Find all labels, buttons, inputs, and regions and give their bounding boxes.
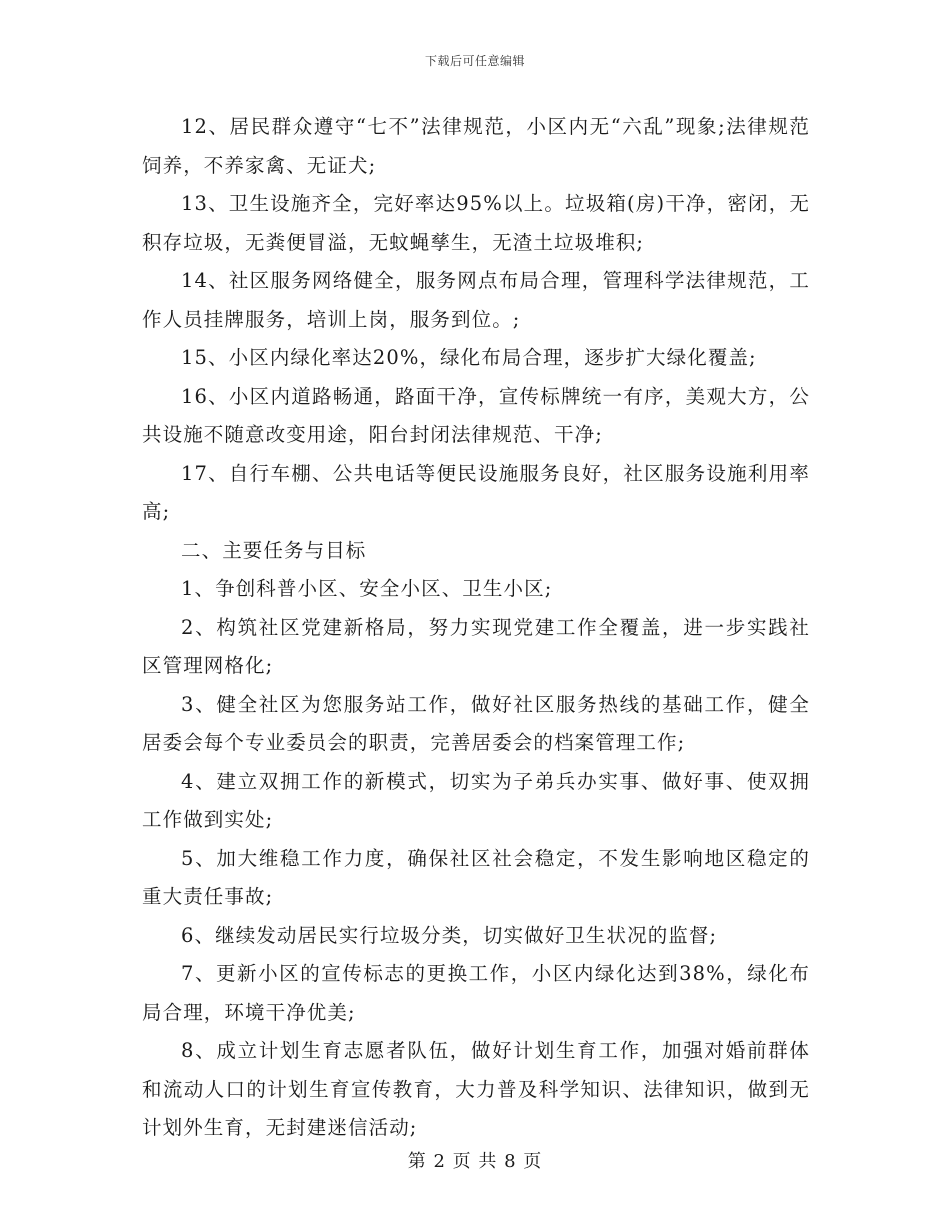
- paragraph-item-16: 16、小区内道路畅通，路面干净，宣传标牌统一有序，美观大方，公共设施不随意改变用途，阳台封闭法律规范、干净;: [142, 384, 810, 446]
- paragraph-item-17: 17、自行车棚、公共电话等便民设施服务良好，社区服务设施利用率高;: [142, 461, 810, 523]
- paragraph-item-15: 15、小区内绿化率达20%，绿化布局合理，逐步扩大绿化覆盖;: [181, 346, 757, 369]
- page-header: 下载后可任意编辑: [424, 54, 525, 68]
- paragraph-item-14: 14、社区服务网络健全，服务网点布局合理，管理科学法律规范，工作人员挂牌服务，培训上岗，服务到位。;: [142, 269, 810, 331]
- task-item-4: 4、建立双拥工作的新模式，切实为子弟兵办实事、做好事、使双拥工作做到实处;: [142, 769, 810, 831]
- paragraph-item-12: 12、居民群众遵守“七不”法律规范，小区内无“六乱”现象;法律规范饲养，不养家禽、无证犬;: [142, 115, 810, 177]
- task-item-3: 3、健全社区为您服务站工作，做好社区服务热线的基础工作，健全居委会每个专业委员会的职责，完善居委会的档案管理工作;: [142, 692, 810, 754]
- paragraph-item-13: 13、卫生设施齐全，完好率达95%以上。垃圾箱(房)干净，密闭，无积存垃圾，无粪便冒溢，无蚊蝇孳生，无渣土垃圾堆积;: [142, 192, 810, 254]
- page-number-footer: [0, 1147, 950, 1173]
- task-item-8: 8、成立计划生育志愿者队伍，做好计划生育工作，加强对婚前群体和流动人口的计划生育宣传教育，大力普及科学知识、法律知识，做到无计划外生育，无封建迷信活动;: [142, 1039, 810, 1139]
- section-heading: 二、主要任务与目标: [181, 538, 367, 562]
- document-body: [142, 108, 810, 1148]
- page-number-text: 第 2 页 共 8 页: [407, 1151, 543, 1172]
- task-item-7: 7、更新小区的宣传标志的更换工作，小区内绿化达到38%，绿化布局合理，环境干净优美;: [142, 962, 810, 1024]
- task-item-1: 1、争创科普小区、安全小区、卫生小区;: [181, 577, 553, 600]
- task-item-2: 2、构筑社区党建新格局，努力实现党建工作全覆盖，进一步实践社区管理网格化;: [142, 615, 810, 677]
- task-item-6: 6、继续发动居民实行垃圾分类，切实做好卫生状况的监督;: [181, 923, 718, 947]
- task-item-5: 5、加大维稳工作力度，确保社区社会稳定，不发生影响地区稳定的重大责任事故;: [142, 846, 810, 908]
